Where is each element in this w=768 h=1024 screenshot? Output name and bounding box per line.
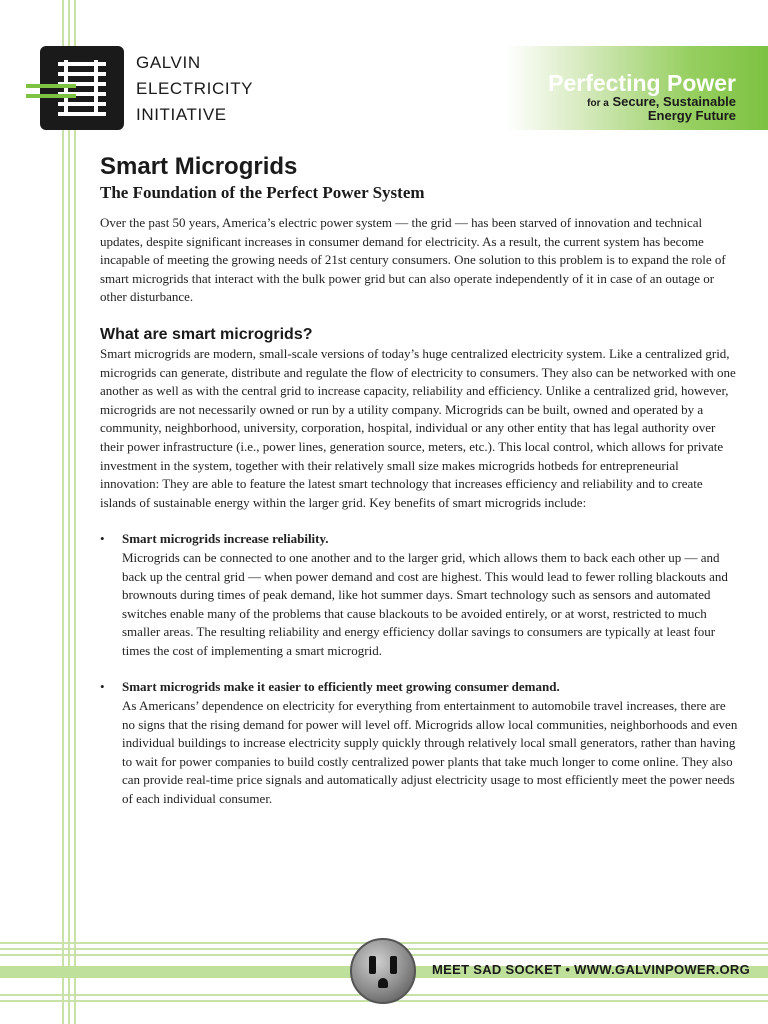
- galvin-logo-icon: [40, 46, 124, 130]
- bullet-text: As Americans’ dependence on electricity for everything from entertainment to automobile travel increases, there are no signs that the rising demand for power will level off. Microgrids allow local communities, neighborhoods and even individual buildings to increase electricity supply quickly through relatively local small generators, rather than having to wait for power companies to build costly centralized power plants that take much longer to come online. They also can provide real-time price signals and automatically adjust electricity usage to most efficiently meet the power needs of each individual consumer.: [122, 698, 738, 807]
- page-subtitle: The Foundation of the Perfect Power System: [100, 183, 425, 202]
- tagline-banner: [506, 46, 768, 130]
- banner-line-2-prefix: for a: [587, 98, 609, 109]
- org-line-1: GALVIN: [136, 53, 201, 72]
- banner-line-2-rest: Secure, Sustainable: [612, 94, 736, 109]
- banner-headline: Perfecting Power: [548, 70, 736, 96]
- banner-line-3: Energy Future: [647, 108, 736, 123]
- sad-socket-icon: [350, 938, 416, 1004]
- page-title: Smart Microgrids: [100, 153, 298, 180]
- decor-vertical-line: [68, 0, 70, 1024]
- section-paragraph: Smart microgrids are modern, small-scale versions of today’s huge centralized electricity system. Like a centralized grid, microgrids can generate, distribute and regulate the flow of electricity to consumers. They also can be networked with one another as well as with the central grid to increase capacity, reliability and efficiency. Unlike a centralized grid, however, microgrids are not necessarily owned or run by a utility company. Microgrids can be built, owned and operated by a community, neighborhood, university, corporation, hospital, individual or any other entity that has legal authority over their power infrastructure (i.e., power lines, generation source, meters, etc.). This local control, which allows for private investment in the system, together with their relatively small size makes microgrids hotbeds for entrepreneurial innovation: They are able to feature the latest smart technology that increases efficiency and reliability and to create islands of sustainable energy within the larger grid. Key benefits of smart microgrids include:: [100, 345, 736, 510]
- list-item: [100, 678, 740, 808]
- intro-paragraph: Over the past 50 years, America’s electric power system — the grid — has been starved of innovation and technical updates, despite significant increases in consumer demand for electricity. As a result, the current system has become incapable of meeting the growing needs of 21st century consumers. One solution to this problem is to expand the role of smart microgrids that interact with the bulk power grid but can also operate independently of it in case of an outage or other disturbance.: [100, 215, 726, 305]
- bullet-marker: •: [100, 679, 105, 695]
- org-line-3: INITIATIVE: [136, 105, 227, 124]
- banner-line-2: [587, 94, 736, 109]
- list-item: [100, 530, 740, 660]
- org-line-2: ELECTRICITY: [136, 79, 254, 98]
- bullet-title: Smart microgrids make it easier to efficiently meet growing consumer demand.: [122, 679, 560, 695]
- bullet-marker: •: [100, 531, 105, 547]
- bullet-text: Microgrids can be connected to one another and to the larger grid, which allows them to back each other up — and back up the central grid — when power demand and cost are highest. This would lead to fewer rolling blackouts and brownouts during times of peak demand, like hot summer days. Smart technology such as sensors and automated switches enable many of the problems that cause blackouts to be avoided entirely, or at worst, restricted to much smaller areas. The resulting reliability and energy efficiency dollar savings to consumers are typically at least four times the cost of implementing a smart microgrid.: [122, 549, 728, 658]
- bullet-title: Smart microgrids increase reliability.: [122, 531, 329, 547]
- footer-link[interactable]: MEET SAD SOCKET • WWW.GALVINPOWER.ORG: [432, 962, 751, 977]
- main-content: [100, 152, 740, 827]
- section-heading: What are smart microgrids?: [100, 325, 313, 343]
- decor-vertical-line: [62, 0, 64, 1024]
- decor-vertical-line: [74, 0, 76, 1024]
- benefits-list: [100, 530, 740, 808]
- organization-name: [136, 50, 253, 128]
